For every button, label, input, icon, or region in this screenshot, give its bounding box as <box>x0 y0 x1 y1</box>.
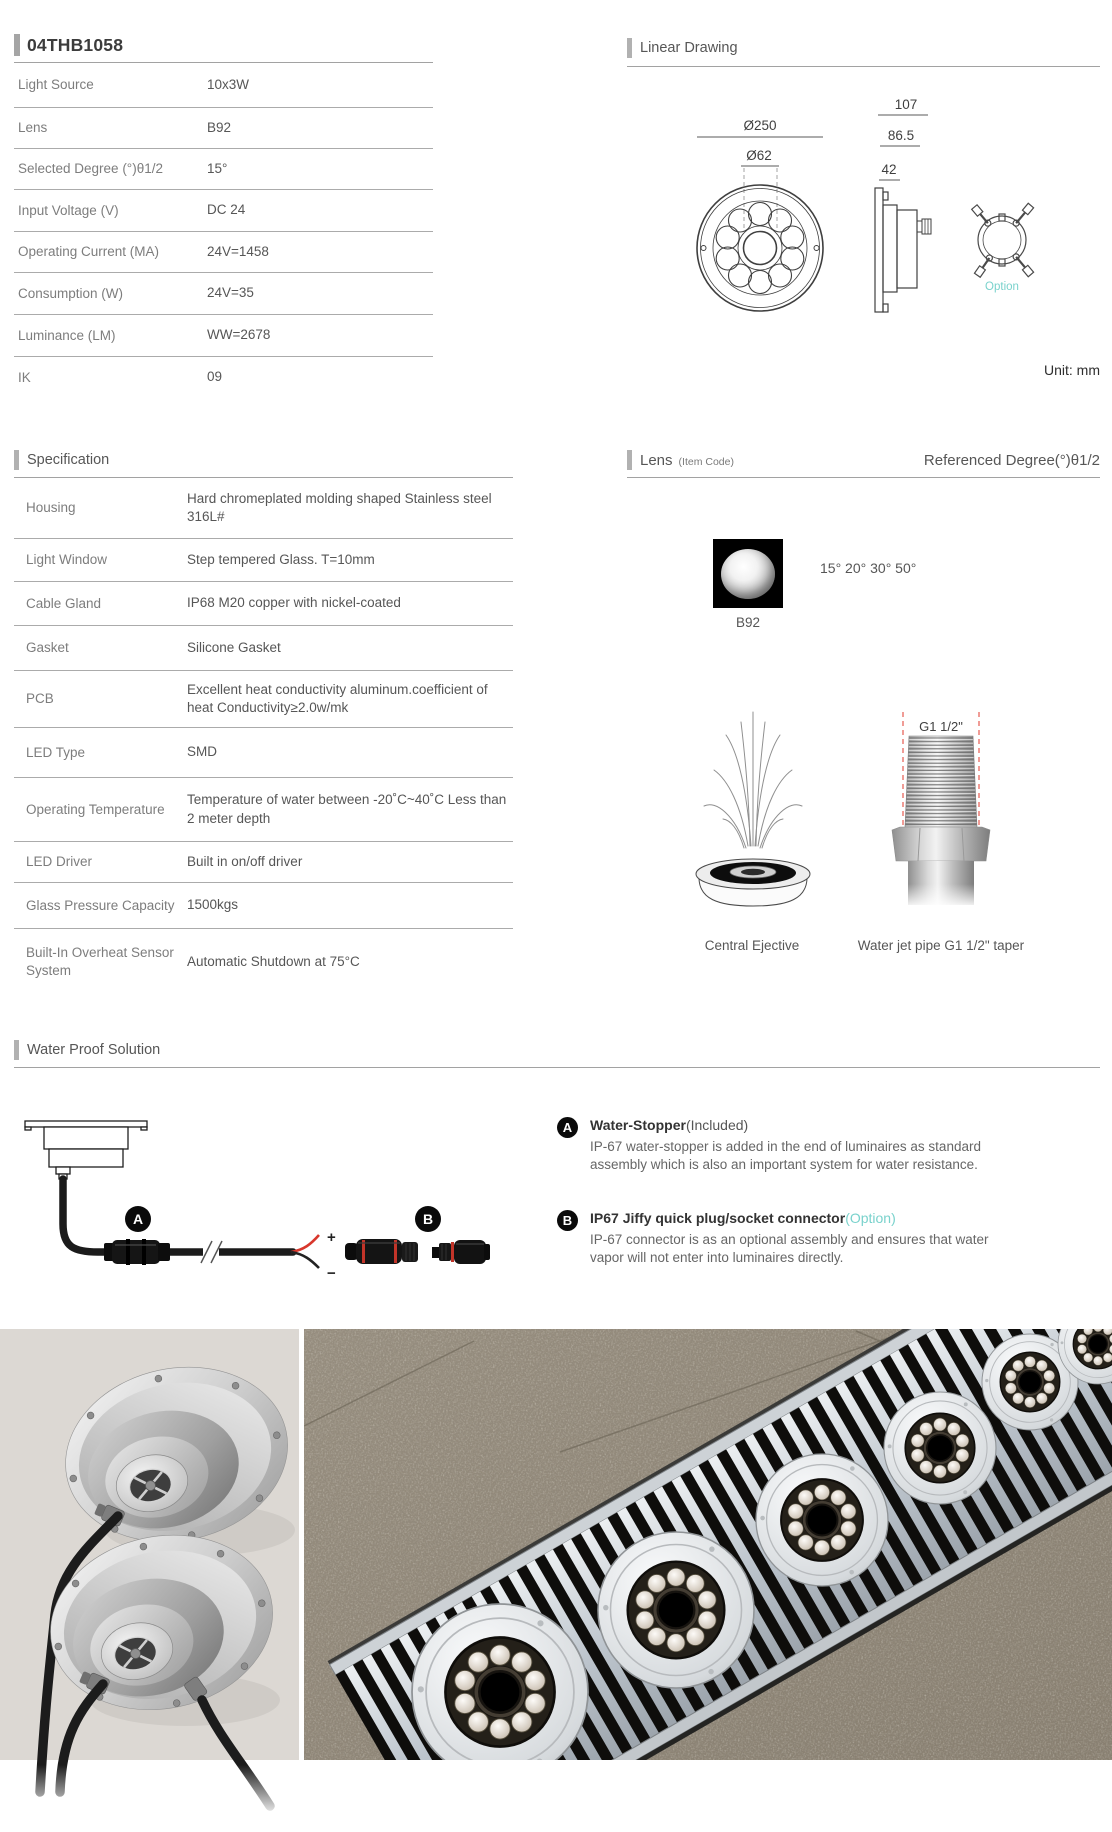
header-accent-bar <box>14 450 19 470</box>
lens-photo-b92 <box>713 539 783 608</box>
installed-luminaire <box>884 1392 996 1504</box>
quick-connector-item <box>590 1210 1060 1267</box>
lens-optic <box>721 549 775 599</box>
water-stopper-item <box>590 1117 1060 1174</box>
minus-label: − <box>327 1265 336 1282</box>
product-spec-table <box>14 63 433 398</box>
section-subtitle: (Item Code) <box>678 455 734 468</box>
item-desc-line: IP-67 water-stopper is added in the end of luminaires as standard <box>590 1139 981 1154</box>
dim-total-label: 107 <box>894 97 918 112</box>
row-label: Operating Temperature <box>26 801 165 817</box>
item-b-badge: B <box>557 1210 578 1231</box>
table-row <box>14 842 513 883</box>
row-label: Selected Degree (°)θ1/2 <box>18 161 163 177</box>
section-title: Specification <box>27 452 110 468</box>
row-label: Gasket <box>26 640 69 656</box>
table-row <box>14 357 433 398</box>
waterproof-header <box>14 1040 160 1060</box>
front-view-drawing <box>697 185 823 311</box>
item-desc-line: assembly which is also an important system for water resistance. <box>590 1157 978 1172</box>
row-label: IK <box>18 369 31 385</box>
table-row <box>14 728 513 778</box>
table-row <box>14 232 433 273</box>
header-accent-bar <box>627 450 632 470</box>
water-jets <box>704 712 802 848</box>
row-value: 15° <box>207 160 228 176</box>
row-value: Excellent heat conductivity aluminum.coefficient of heat Conductivity≥2.0w/mk <box>187 681 488 715</box>
row-label: Input Voltage (V) <box>18 202 119 218</box>
central-ejective-illustration <box>696 712 810 906</box>
item-title <box>590 1117 1060 1133</box>
pipe-dimension-label: G1 1/2" <box>919 719 963 734</box>
lens-illustrations <box>600 690 1112 960</box>
row-label: Lens <box>18 120 48 136</box>
lens-header <box>627 450 734 470</box>
water-stopper-illustration <box>104 1239 170 1265</box>
row-value: Built in on/off driver <box>187 853 303 869</box>
linear-drawing-header <box>627 38 738 58</box>
row-label: PCB <box>26 691 54 707</box>
plus-label: + <box>327 1229 336 1246</box>
item-desc-line: IP-67 connector is as an optional assembly and ensures that water <box>590 1232 989 1247</box>
side-view-drawing <box>875 188 931 312</box>
divider <box>627 66 1100 67</box>
divider <box>627 477 1100 478</box>
header-accent-bar <box>14 1040 19 1060</box>
item-title-suffix: (Option) <box>845 1210 896 1226</box>
row-label: Cable Gland <box>26 595 102 611</box>
row-value: 09 <box>207 369 223 385</box>
table-row <box>14 539 513 582</box>
section-title: Linear Drawing <box>640 40 738 56</box>
row-value: 1500kgs <box>187 897 239 913</box>
item-title-suffix: (Included) <box>685 1117 749 1133</box>
table-row <box>14 149 433 190</box>
row-label: Light Source <box>18 77 94 93</box>
row-value: 10x3W <box>207 76 250 92</box>
header-accent-bar <box>627 38 632 58</box>
row-value: Step tempered Glass. T=10mm <box>187 551 375 567</box>
table-row <box>14 108 433 149</box>
badge-a-letter: A <box>132 1211 144 1227</box>
fountain-caption: Central Ejective <box>704 938 800 953</box>
row-value: WW=2678 <box>207 327 271 343</box>
table-row <box>14 315 433 357</box>
table-row <box>14 273 433 315</box>
item-title-text: IP67 Jiffy quick plug/socket connector <box>590 1210 846 1226</box>
row-value: Silicone Gasket <box>187 639 281 655</box>
row-value: Automatic Shutdown at 75°C <box>187 953 360 969</box>
table-row <box>14 478 513 539</box>
installed-luminaire <box>756 1454 888 1586</box>
installation-photo-fountain-grate <box>304 1329 1112 1760</box>
option-label: Option <box>985 281 1019 293</box>
specification-table <box>14 478 513 995</box>
option-bracket-icon <box>972 203 1034 277</box>
table-row <box>14 778 513 842</box>
table-row <box>14 671 513 728</box>
section-title: Water Proof Solution <box>27 1042 161 1058</box>
item-desc-line: vapor will not enter into luminaires directly. <box>590 1250 844 1265</box>
cable-break-marks <box>201 1240 222 1264</box>
table-row <box>14 582 513 626</box>
row-label: Luminance (LM) <box>18 327 116 343</box>
row-label: LED Driver <box>26 854 93 870</box>
unit-label: Unit: mm <box>1044 362 1100 378</box>
water-jet-pipe-illustration <box>892 712 990 908</box>
referenced-degree-title: Referenced Degree(°)θ1/2 <box>923 452 1100 469</box>
header-accent-bar <box>14 34 20 56</box>
divider <box>14 1067 1100 1068</box>
dim-outer-label: Ø250 <box>743 118 777 133</box>
dim-inner-label: Ø62 <box>746 148 772 163</box>
row-label: Glass Pressure Capacity <box>26 897 175 913</box>
item-title <box>590 1210 1060 1226</box>
item-title-text: Water-Stopper <box>590 1117 686 1133</box>
section-title: Lens <box>640 451 673 469</box>
row-label: Consumption (W) <box>18 285 124 301</box>
installed-luminaire <box>598 1532 754 1688</box>
table-row <box>14 883 513 929</box>
table-row <box>14 626 513 671</box>
row-label: Operating Current (MA) <box>18 244 160 260</box>
specification-header <box>14 450 109 470</box>
waterproof-diagram <box>14 1080 534 1290</box>
row-value: Hard chromeplated molding shaped Stainless steel 316L# <box>187 490 492 524</box>
badge-b-letter: B <box>422 1211 434 1227</box>
product-code: 04THB1058 <box>27 34 124 55</box>
product-header <box>14 34 123 56</box>
table-row <box>14 929 513 995</box>
row-label: Light Window <box>26 552 108 568</box>
row-value: Temperature of water between -20˚C~40˚C Less than 2 meter depth <box>187 792 507 826</box>
row-label: Housing <box>26 500 76 516</box>
row-label: LED Type <box>26 744 86 760</box>
item-a-badge: A <box>557 1117 578 1138</box>
dim-body-label: 86.5 <box>887 128 915 143</box>
table-row <box>14 63 433 108</box>
linear-drawing-figure <box>600 85 1112 320</box>
product-photo-luminaires <box>0 1329 299 1832</box>
row-value: SMD <box>187 744 217 760</box>
row-value: B92 <box>207 119 232 135</box>
lens-degrees: 15° 20° 30° 50° <box>820 560 917 576</box>
power-cable <box>63 1179 293 1252</box>
pipe-caption: Water jet pipe G1 1/2" taper <box>857 938 1025 953</box>
quick-connector-illustration <box>345 1239 490 1264</box>
row-value: IP68 M20 copper with nickel-coated <box>187 595 401 611</box>
lens-code-label: B92 <box>735 615 761 630</box>
row-label: Built-In Overheat Sensor System <box>26 945 174 978</box>
luminaire-outline <box>25 1121 147 1179</box>
row-value: 24V=1458 <box>207 243 269 259</box>
table-row <box>14 190 433 232</box>
dim-flange-label: 42 <box>881 162 897 177</box>
row-value: 24V=35 <box>207 285 254 301</box>
row-value: DC 24 <box>207 202 246 218</box>
